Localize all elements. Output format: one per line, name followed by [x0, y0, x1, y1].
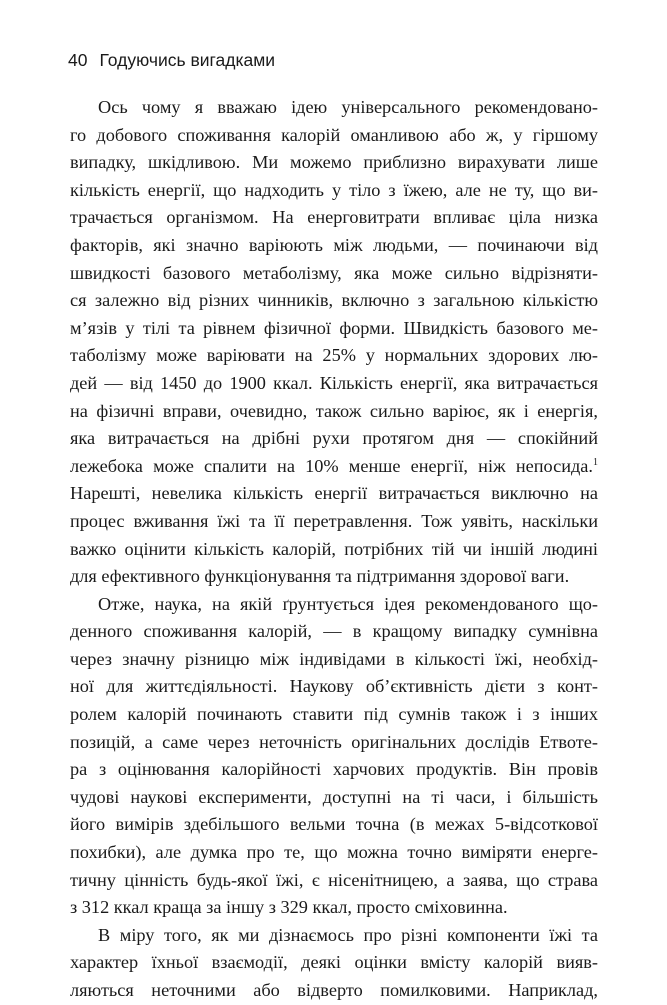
text-line: яка витрачається на дрібні рухи протягом дня — спокійний [70, 428, 598, 449]
text-line: з 312 ккал краща за іншу з 329 ккал, просто сміховинна. [70, 897, 508, 918]
text-line: ляються неточними або відверто помилковими. Наприклад, [70, 980, 598, 1000]
text-line: дей — від 1450 до 1900 ккал. Кількість енергії, яка витрачається [70, 372, 598, 393]
text-line: ся залежно від різних чинників, включно з загальною кількістю [70, 290, 598, 311]
text-line: позицій, а саме через неточність оригінальних дослідів Етвоте- [70, 731, 598, 752]
text-line: Отже, наука, на якій ґрунтується ідея рекомендованого що- [98, 593, 598, 614]
text-line: факторів, які значно варіюють між людьми, — починаючи від [70, 234, 598, 255]
running-header [68, 48, 275, 72]
text-line: випадку, шкідливою. Ми можемо приблизно вирахувати лише [70, 152, 598, 173]
text-line: чудові наукові експерименти, доступні на ті часи, і більшість [70, 786, 598, 807]
text-line: ролем калорій починають ставити під сумнів також і з інших [70, 704, 598, 725]
text-line: ра з оцінювання калорійності харчових продуктів. Він провів [70, 759, 598, 780]
text-line: тичну цінність будь-якої їжі, є нісенітницею, а заява, що страва [70, 869, 598, 890]
text-line: денного споживання калорій, — в кращому випадку сумнівна [70, 621, 598, 642]
paragraph-1 [70, 94, 598, 591]
text-line: кількість енергії, що надходить у тіло з їжею, але не ту, що ви- [70, 179, 598, 200]
text-line-with-footnote [70, 453, 598, 481]
body-text [70, 94, 598, 1005]
text-line: трачається організмом. На енерговитрати впливає ціла низка [70, 207, 598, 228]
text-line: через значну різницю між індивідами в кількості їжі, необхід- [70, 648, 598, 669]
text-line: на фізичні вправи, очевидно, також сильно варіює, як і енергія, [70, 400, 598, 421]
text-line: го добового споживання калорій оманливою або ж, у гіршому [70, 124, 598, 145]
text-line: похибки), але думка про те, що можна точно виміряти енерге- [70, 842, 598, 863]
text-line: процес вживання їжі та її перетравлення. Тож уявіть, наскільки [70, 510, 598, 531]
footnote-reference[interactable]: 1 [593, 456, 598, 468]
page-number: 40 [68, 50, 88, 70]
text-line: для ефективного функціонування та підтримання здорової ваги. [70, 566, 570, 587]
text-line: м’язів у тілі та рівнем фізичної форми. Швидкість базового ме- [70, 317, 598, 338]
text-line: швидкості базового метаболізму, яка може сильно відрізняти- [70, 262, 598, 283]
running-title: Годуючись вигадками [99, 50, 276, 70]
text-line: таболізму може варіювати на 25% у нормальних здорових лю- [70, 345, 598, 366]
paragraph-2 [70, 591, 598, 922]
paragraph-3 [70, 922, 598, 1005]
text-line-content: лежебока може спалити на 10% менше енергії, ніж непосида. [70, 455, 593, 476]
text-line: ної для життєдіяльності. Наукову об’єктивність дієти з конт- [70, 676, 598, 697]
text-line: важко оцінити кількість калорій, потрібних тій чи іншій людині [70, 538, 598, 559]
text-line: характер їхньої взаємодії, деякі оцінки вмісту калорій вияв- [70, 952, 598, 973]
text-line: його вимірів здебільшого вельми точна (в межах 5-відсоткової [70, 814, 598, 835]
text-line: В міру того, як ми дізнаємось про різні компоненти їжі та [98, 924, 598, 945]
text-line: Нарешті, невелика кількість енергії витрачається виключно на [70, 483, 598, 504]
text-line: Ось чому я вважаю ідею універсального рекомендовано- [98, 97, 598, 117]
